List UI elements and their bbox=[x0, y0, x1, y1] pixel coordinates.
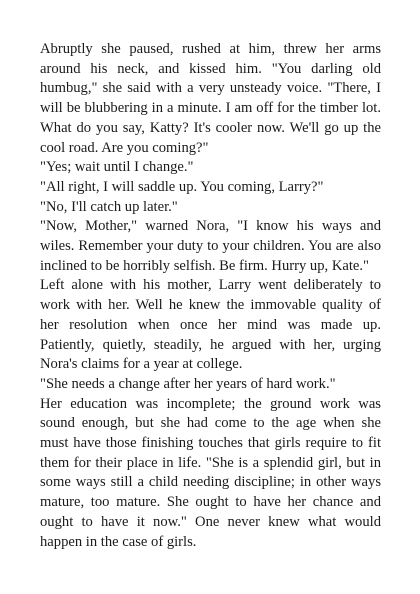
paragraph-8: Her education was incomplete; the ground work was sound enough, but she had come to the age when she must have those finishing touches that girls require to fit them for their place in life. "She is a splendid girl, but in some ways still a child needing discipline; in other ways mature, too mature. She ought to have her chance and ought to have it now." One never knew what would happen in the case of girls. bbox=[40, 395, 381, 550]
paragraph-1: Abruptly she paused, rushed at him, threw her arms around his neck, and kissed him. "You darling old humbug," she said with a very unsteady voice. "There, I will be blubbering in a minute. I am off for the timber lot. What do you say, Katty? It's cooler now. We'll go up the cool road. Are you coming?" bbox=[40, 41, 381, 156]
paragraph-4: "No, I'll catch up later." bbox=[40, 198, 178, 215]
paragraph-6: Left alone with his mother, Larry went deliberately to work with her. Well he knew the immovable quality of her resolution when once her mind was made up. Patiently, quietly, steadily, he argued with her, urging Nora's claims for a year at college. bbox=[40, 277, 381, 373]
paragraph-5: "Now, Mother," warned Nora, "I know his ways and wiles. Remember your duty to your children. You are also inclined to be horribly selfish. Be firm. Hurry up, Kate." bbox=[40, 218, 381, 274]
book-page bbox=[40, 40, 381, 552]
paragraph-2: "Yes; wait until I change." bbox=[40, 159, 194, 176]
paragraph-7: "She needs a change after her years of hard work." bbox=[40, 375, 336, 392]
paragraph-3: "All right, I will saddle up. You coming, Larry?" bbox=[40, 178, 324, 195]
